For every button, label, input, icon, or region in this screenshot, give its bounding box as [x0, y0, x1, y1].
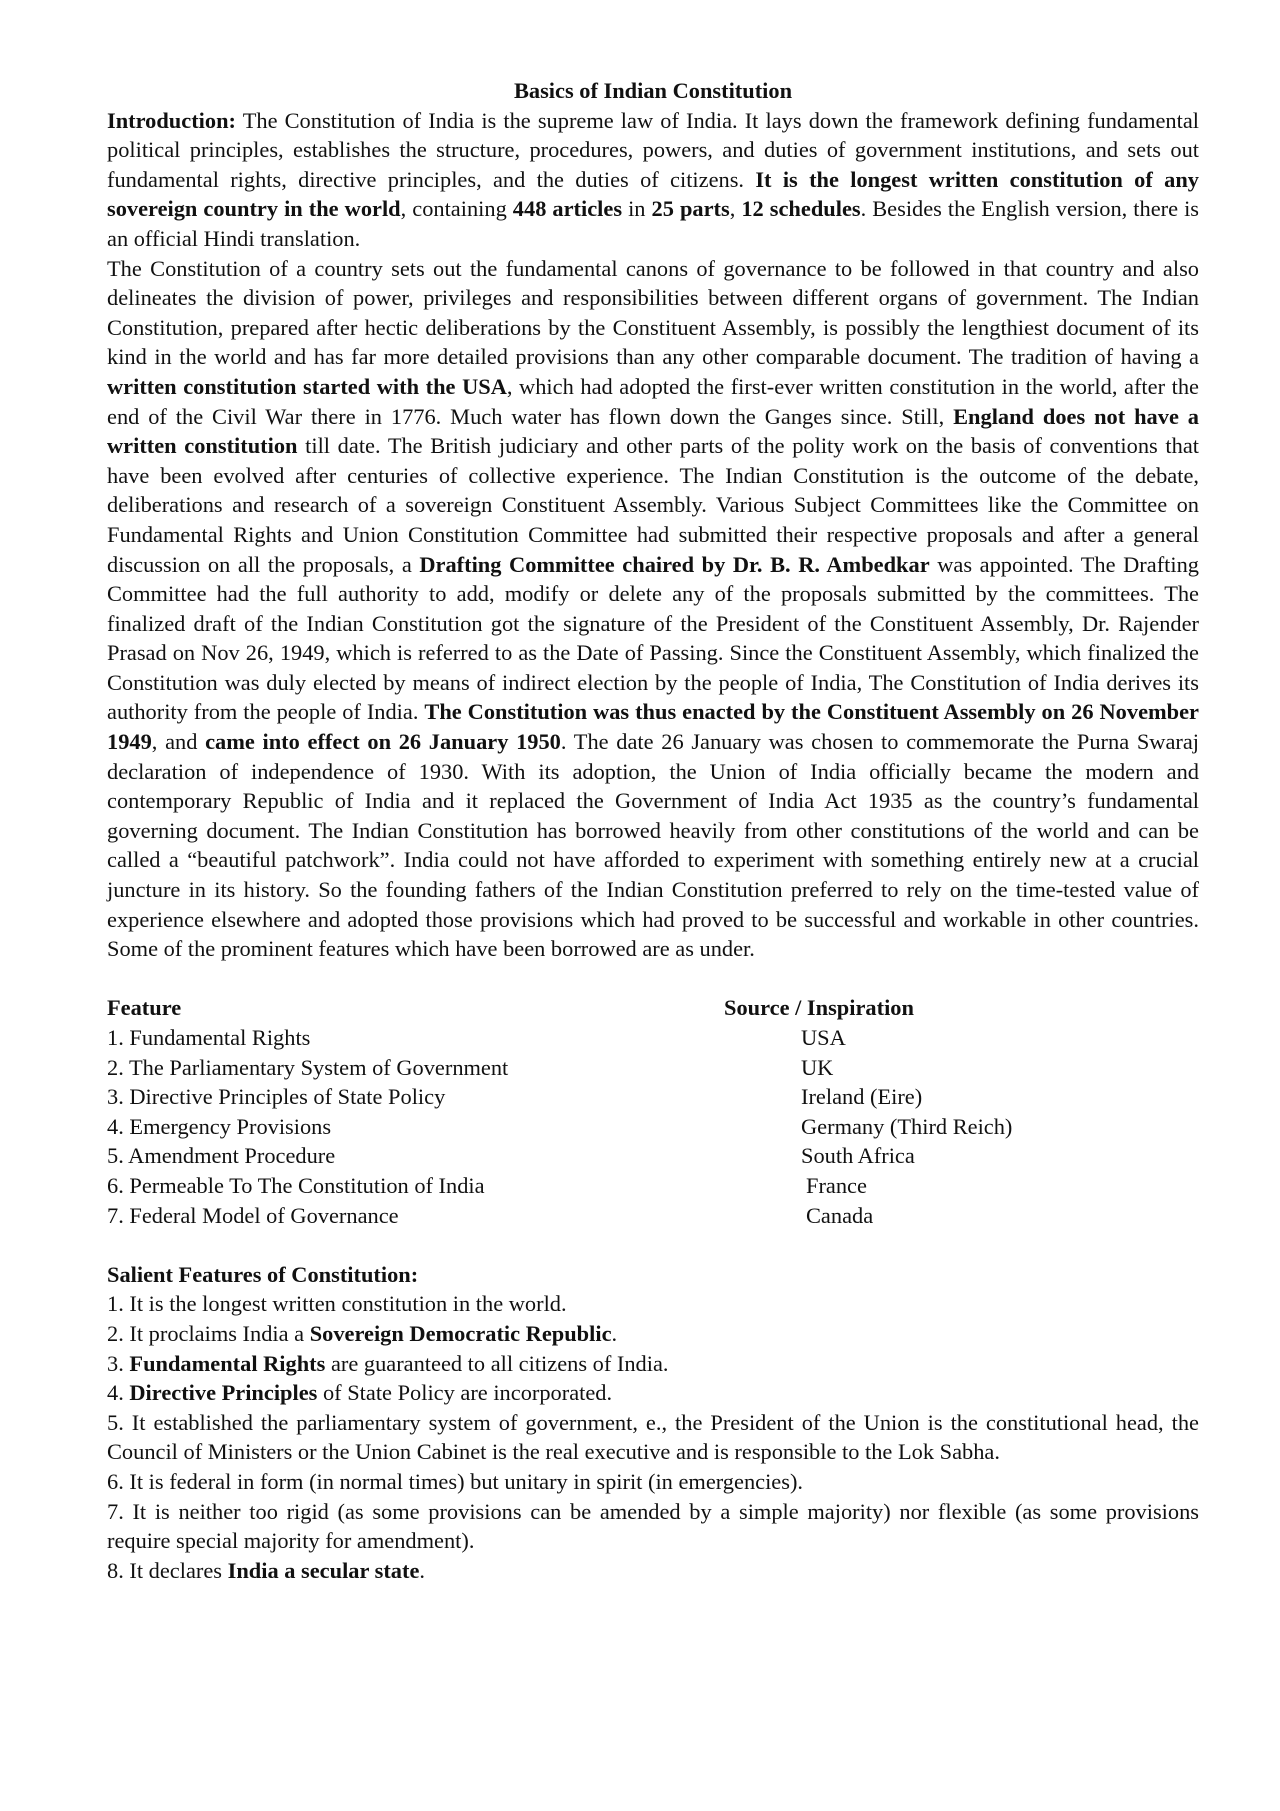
table-row — [107, 1171, 1199, 1201]
source-cell: France — [806, 1172, 867, 1198]
intro-label: Introduction: — [107, 107, 236, 133]
table-row — [107, 1141, 1199, 1171]
source-column-header: Source / Inspiration — [724, 995, 914, 1021]
intro-paragraph: Introduction: The Constitution of India is the supreme law of India. It lays down the framework defining fundamental political principles, establishes the structure, procedures, powers, and duties of government institutions, and sets out fundamental rights, directive principles, and the duties of citizens. It is the longest written constitution of any sovereign country in the world, containing 448 articles in 25 parts, 12 schedules. Besides the English version, there is an official Hindi translation. — [107, 107, 1200, 251]
feature-cell: 7. Federal Model of Governance — [107, 1202, 399, 1228]
list-item: 5. It established the parliamentary system of government, e., the President of the Union is the constitutional head, the Council of Ministers or the Union Cabinet is the real executive and is responsible to the Lok Sabha. — [107, 1409, 1199, 1465]
spacer — [107, 1230, 1199, 1260]
list-item: 1. It is the longest written constitution in the world. — [107, 1291, 567, 1317]
source-cell: Germany (Third Reich) — [801, 1113, 1013, 1139]
source-cell: Ireland (Eire) — [801, 1084, 923, 1110]
feature-cell: 3. Directive Principles of State Policy — [107, 1084, 446, 1110]
feature-cell: 6. Permeable To The Constitution of India — [107, 1172, 485, 1198]
table-row — [107, 1201, 1199, 1231]
list-item: 4. Directive Principles of State Policy are incorporated. — [107, 1380, 613, 1406]
body-paragraph: The Constitution of a country sets out the fundamental canons of governance to be followed in that country and also delineates the division of power, privileges and responsibilities between different organs of government. The Indian Constitution, prepared after hectic deliberations by the Constituent Assembly, is possibly the lengthiest document of its kind in the world and has far more detailed provisions than any other comparable document. The tradition of having a written constitution started with the USA, which had adopted the first-ever written constitution in the world, after the end of the Civil War there in 1776. Much water has flown down the Ganges since. Still, England does not have a written constitution till date. The British judiciary and other parts of the polity work on the basis of conventions that have been evolved after centuries of collective experience. The Indian Constitution is the outcome of the debate, deliberations and research of a sovereign Constituent Assembly. Various Subject Committees like the Committee on Fundamental Rights and Union Constitution Committee had submitted their respective proposals and after a general discussion on all the proposals, a Drafting Committee chaired by Dr. B. R. Ambedkar was appointed. The Drafting Committee had the full authority to add, modify or delete any of the proposals submitted by the committees. The finalized draft of the Indian Constitution got the signature of the President of the Constituent Assembly, Dr. Rajender Prasad on Nov 26, 1949, which is referred to as the Date of Passing. Since the Constituent Assembly, which finalized the Constitution was duly elected by means of indirect election by the people of India, The Constitution of India derives its authority from the people of India. The Constitution was thus enacted by the Constituent Assembly on 26 November 1949, and came into effect on 26 January 1950. The date 26 January was chosen to commemorate the Purna Swaraj declaration of independence of 1930. With its adoption, the Union of India officially became the modern and contemporary Republic of India and it replaced the Government of India Act 1935 as the country’s fundamental governing document. The Indian Constitution has borrowed heavily from other constitutions of the world and can be called a “beautiful patchwork”. India could not have afforded to experiment with something entirely new at a crucial juncture in its history. So the founding fathers of the Indian Constitution preferred to rely on the time-tested value of experience elsewhere and adopted those provisions which had proved to be successful and workable in other countries. Some of the prominent features which have been borrowed are as under. — [107, 255, 1199, 962]
list-item: 7. It is neither too rigid (as some provisions can be amended by a simple majority) nor flexible (as some provisions require special majority for amendment). — [107, 1498, 1199, 1554]
feature-table-header — [107, 993, 1199, 1023]
spacer — [107, 964, 1199, 994]
table-row — [107, 1023, 1199, 1053]
table-row — [107, 1082, 1199, 1112]
list-item: 8. It declares India a secular state. — [107, 1557, 425, 1583]
feature-cell: 2. The Parliamentary System of Government — [107, 1054, 509, 1080]
page-title: Basics of Indian Constitution — [513, 78, 793, 103]
salient-features-list — [107, 1289, 1199, 1585]
salient-heading: Salient Features of Constitution: — [107, 1261, 419, 1287]
feature-column-header: Feature — [107, 995, 182, 1021]
list-item: 6. It is federal in form (in normal times) but unitary in spirit (in emergencies). — [107, 1468, 804, 1494]
feature-cell: 1. Fundamental Rights — [107, 1025, 311, 1050]
table-row — [107, 1053, 1199, 1083]
document-page — [107, 76, 1199, 1585]
feature-cell: 5. Amendment Procedure — [107, 1143, 336, 1169]
source-cell: South Africa — [801, 1143, 915, 1169]
feature-cell: 4. Emergency Provisions — [107, 1113, 332, 1139]
source-cell: UK — [801, 1054, 834, 1080]
table-row — [107, 1112, 1199, 1142]
list-item: 2. It proclaims India a Sovereign Democratic Republic. — [107, 1320, 618, 1346]
source-cell: USA — [801, 1025, 846, 1050]
source-cell: Canada — [806, 1202, 874, 1228]
list-item: 3. Fundamental Rights are guaranteed to all citizens of India. — [107, 1350, 669, 1376]
